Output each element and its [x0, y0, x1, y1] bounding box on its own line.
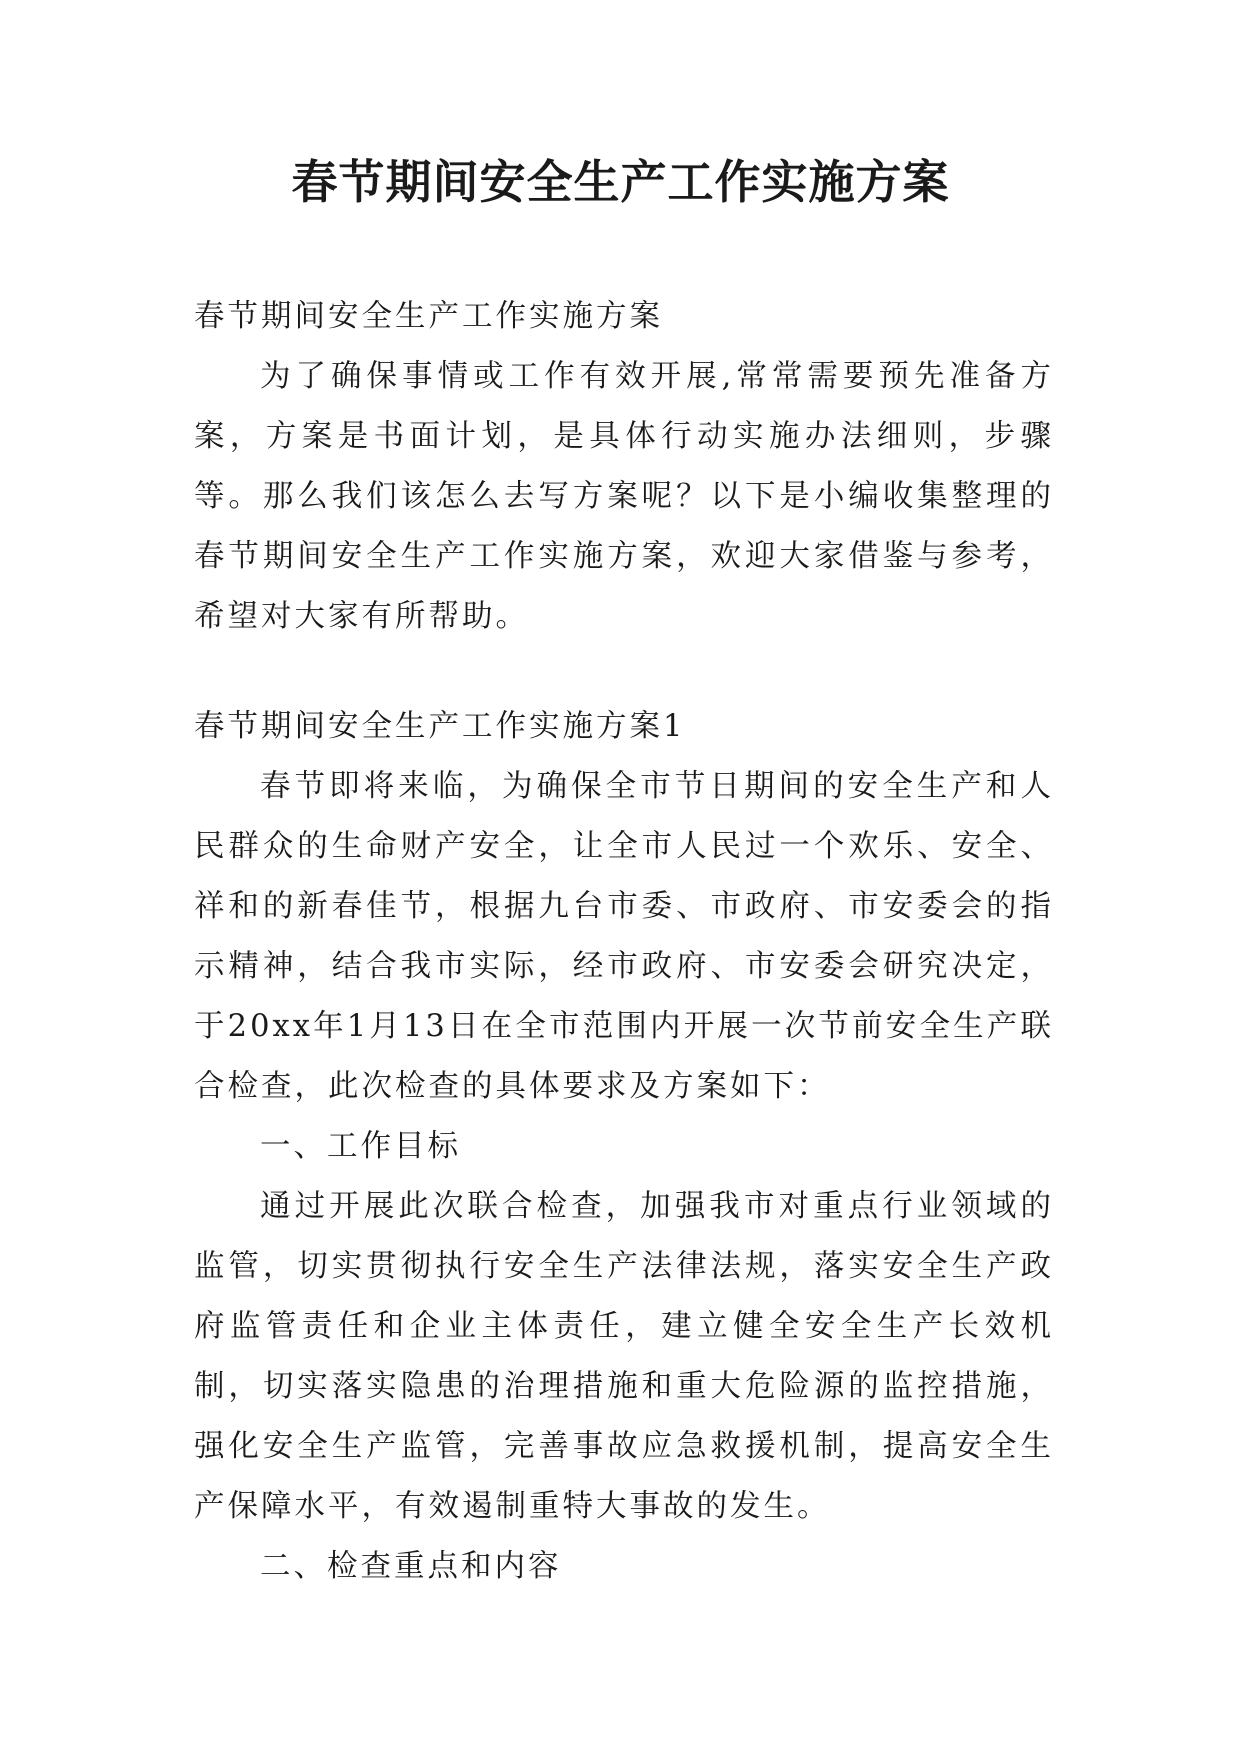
intro-section	[194, 287, 1054, 647]
intro-paragraph: 为了确保事情或工作有效开展,常常需要预先准备方案，方案是书面计划，是具体行动实施办法细则，步骤等。那么我们该怎么去写方案呢？以下是小编收集整理的春节期间安全生产工作实施方案，欢迎大家借鉴与参考，希望对大家有所帮助。	[194, 359, 1054, 634]
intro-heading: 春节期间安全生产工作实施方案	[194, 299, 663, 334]
section-1-subheading-1: 一、工作目标	[260, 1129, 461, 1164]
section-1-paragraph-2: 通过开展此次联合检查，加强我市对重点行业领域的监管，切实贯彻执行安全生产法律法规，落实安全生产政府监管责任和企业主体责任，建立健全安全生产长效机制，切实落实隐患的治理措施和重大危险源的监控措施，强化安全生产监管，完善事故应急救援机制，提高安全生产保障水平，有效遏制重特大事故的发生。	[194, 1189, 1054, 1524]
section-1-subheading-2: 二、检查重点和内容	[260, 1549, 562, 1584]
document-title: 春节期间安全生产工作实施方案	[291, 155, 950, 209]
section-1	[194, 697, 1054, 1597]
section-1-paragraph-1: 春节即将来临，为确保全市节日期间的安全生产和人民群众的生命财产安全，让全市人民过一个欢乐、安全、祥和的新春佳节，根据九台市委、市政府、市安委会的指示精神，结合我市实际，经市政府、市安委会研究决定，于20xx年1月13日在全市范围内开展一次节前安全生产联合检查，此次检查的具体要求及方案如下：	[194, 769, 1054, 1104]
section-1-heading: 春节期间安全生产工作实施方案1	[194, 709, 686, 744]
